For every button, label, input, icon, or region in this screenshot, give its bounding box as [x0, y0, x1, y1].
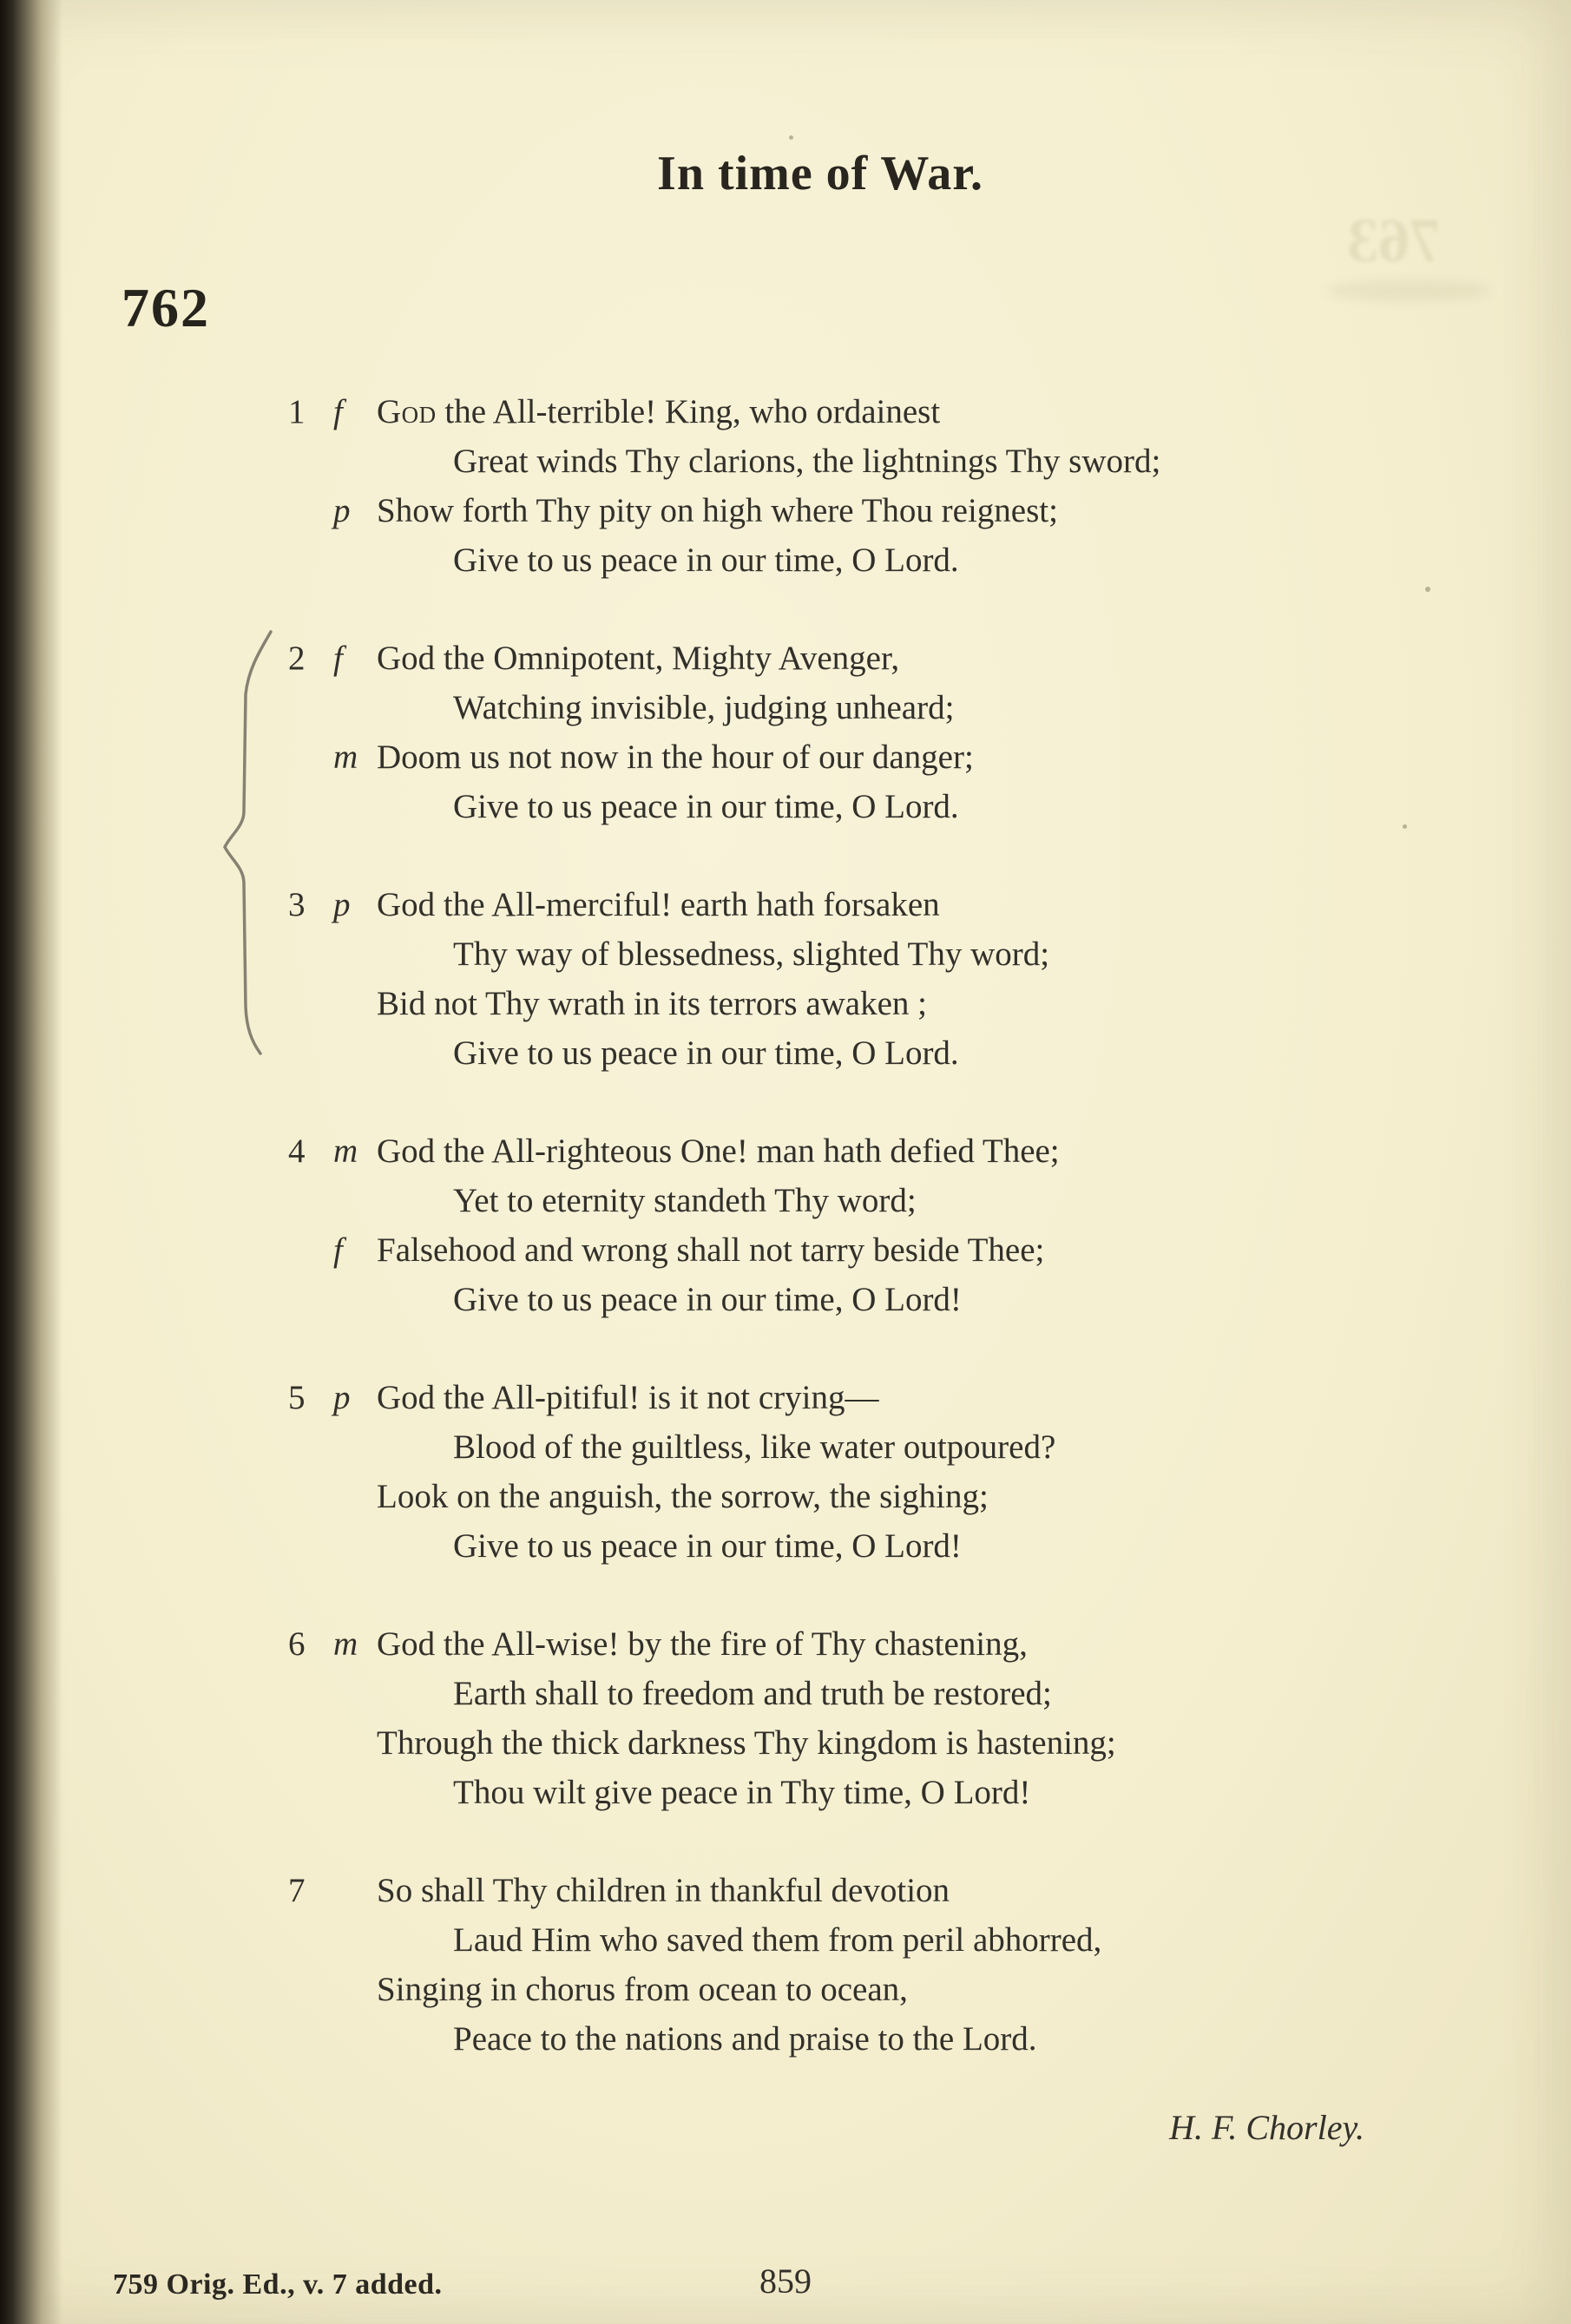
- verse-line-text: God the All-pitiful! is it not crying—: [377, 1379, 879, 1416]
- verse-line-text: Through the thick darkness Thy kingdom is hastening;: [377, 1724, 1116, 1762]
- dynamic-mark: m: [333, 1132, 358, 1170]
- dynamic-mark: [333, 1915, 377, 1965]
- verse-number: [288, 535, 333, 585]
- verse-number: [288, 732, 333, 782]
- verse-line: [288, 1176, 1467, 1225]
- verse-line: [288, 880, 1467, 929]
- verse-line: [288, 2014, 1467, 2064]
- verse-line-text: So shall Thy children in thankful devotion: [377, 1872, 950, 1909]
- verse-number: 5: [288, 1379, 306, 1416]
- verse-number: [288, 1965, 333, 2014]
- verse-line: [288, 486, 1467, 535]
- verse-number: [288, 1718, 333, 1768]
- verse-line-text: Great winds Thy clarions, the lightnings Thy sword;: [453, 443, 1161, 480]
- dynamic-mark: [333, 1866, 377, 1915]
- verse-line: [288, 1718, 1467, 1768]
- footer-note: 759 Orig. Ed., v. 7 added.: [113, 2268, 443, 2301]
- page-number: 859: [759, 2262, 812, 2301]
- verse-line-text: Blood of the guiltless, like water outpoured?: [453, 1428, 1056, 1466]
- verse: [288, 1373, 1467, 1571]
- verse-number: [288, 782, 333, 831]
- verse-line-text: Watching invisible, judging unheard;: [453, 689, 955, 726]
- verse-line-text: Give to us peace in our time, O Lord!: [453, 1527, 962, 1565]
- dynamic-mark: [333, 1275, 377, 1324]
- dynamic-mark: [333, 1472, 377, 1521]
- dynamic-mark: f: [333, 393, 343, 430]
- verse: [288, 880, 1467, 1078]
- verse-number: [288, 486, 333, 535]
- page-footer: [0, 2256, 1571, 2301]
- verse-line: [288, 1669, 1467, 1718]
- verse-line: [288, 929, 1467, 979]
- verse-line: [288, 1915, 1467, 1965]
- dynamic-mark: [333, 683, 377, 732]
- verse-line: [288, 1521, 1467, 1571]
- verse-number: 2: [288, 640, 306, 677]
- verse-line: [288, 387, 1467, 437]
- verse-line-text: Give to us peace in our time, O Lord.: [453, 1034, 959, 1072]
- verse-line-text: Show forth Thy pity on high where Thou reignest;: [377, 492, 1058, 529]
- verse-number: [288, 1422, 333, 1472]
- verse-number: [288, 1521, 333, 1571]
- verse-number: [288, 437, 333, 486]
- dynamic-mark: p: [333, 886, 351, 923]
- verse-number: 1: [288, 393, 306, 430]
- verse-number: [288, 1915, 333, 1965]
- verse-line: [288, 634, 1467, 683]
- verse-line: [288, 683, 1467, 732]
- verse-line-text: God the All-terrible! King, who ordainest: [377, 393, 941, 430]
- verse-line: [288, 1472, 1467, 1521]
- verse-line-text: God the All-wise! by the fire of Thy chastening,: [377, 1625, 1028, 1663]
- verse-list: [288, 387, 1467, 2064]
- verse-number: [288, 1028, 333, 1078]
- verse-line: [288, 535, 1467, 585]
- verse-line: [288, 1768, 1467, 1817]
- dynamic-mark: [333, 782, 377, 831]
- verse-line-text: Singing in chorus from ocean to ocean,: [377, 1971, 908, 2008]
- verse-line: [288, 1619, 1467, 1669]
- attribution: H. F. Chorley.: [1169, 2108, 1364, 2147]
- verse-line-text: Look on the anguish, the sorrow, the sighing;: [377, 1478, 989, 1515]
- dynamic-mark: [333, 1669, 377, 1718]
- smallcaps-word: God: [377, 393, 437, 430]
- verse-line-text: God the All-righteous One! man hath defied Thee;: [377, 1132, 1060, 1170]
- verse-number: 4: [288, 1132, 306, 1170]
- verse-line: [288, 1965, 1467, 2014]
- dynamic-mark: [333, 1768, 377, 1817]
- verse-line-text: Doom us not now in the hour of our danger;: [377, 739, 974, 776]
- page-title: In time of War.: [657, 147, 983, 200]
- verse-line-text: Yet to eternity standeth Thy word;: [453, 1182, 917, 1219]
- verse-number: 3: [288, 886, 306, 923]
- verse-line-text: Peace to the nations and praise to the Lord.: [453, 2020, 1037, 2058]
- verse-line-text: Give to us peace in our time, O Lord.: [453, 542, 959, 579]
- page-content: [122, 0, 1467, 2148]
- verse: [288, 387, 1467, 585]
- verse-number: [288, 929, 333, 979]
- verse-number: [288, 1472, 333, 1521]
- hymn-number: 762: [122, 277, 210, 338]
- dynamic-mark: [333, 979, 377, 1028]
- verse-line-text: Thy way of blessedness, slighted Thy word;: [453, 936, 1050, 973]
- verse: [288, 1619, 1467, 1817]
- dynamic-mark: m: [333, 739, 358, 776]
- verse-number: [288, 1225, 333, 1275]
- verse-line-text: Laud Him who saved them from peril abhorred,: [453, 1921, 1102, 1959]
- verse-line-text: Give to us peace in our time, O Lord!: [453, 1281, 962, 1318]
- dynamic-mark: [333, 1521, 377, 1571]
- verse: [288, 1866, 1467, 2064]
- verse-line-text: Give to us peace in our time, O Lord.: [453, 788, 959, 825]
- verse-line-text: God the All-merciful! earth hath forsaken: [377, 886, 940, 923]
- verse-line: [288, 1373, 1467, 1422]
- verse-line: [288, 1866, 1467, 1915]
- dynamic-mark: [333, 1718, 377, 1768]
- verse-line-text: Bid not Thy wrath in its terrors awaken ;: [377, 985, 927, 1022]
- dynamic-mark: f: [333, 640, 343, 677]
- dynamic-mark: [333, 929, 377, 979]
- verse-number: [288, 683, 333, 732]
- verse-number: [288, 2014, 333, 2064]
- verse-number: 7: [288, 1872, 306, 1909]
- dynamic-mark: p: [333, 492, 351, 529]
- verse-line: [288, 979, 1467, 1028]
- verse-number: [288, 1176, 333, 1225]
- dynamic-mark: [333, 1176, 377, 1225]
- verse-line: [288, 1028, 1467, 1078]
- dynamic-mark: [333, 1422, 377, 1472]
- verse-line: [288, 732, 1467, 782]
- verse-line-text: Falsehood and wrong shall not tarry beside Thee;: [377, 1231, 1045, 1269]
- verse-line: [288, 1275, 1467, 1324]
- bleedthrough-number: 763: [1347, 206, 1441, 275]
- verse-number: 6: [288, 1625, 306, 1663]
- verse-line: [288, 437, 1467, 486]
- verse: [288, 634, 1467, 831]
- verse-line-text: God the Omnipotent, Mighty Avenger,: [377, 640, 900, 677]
- dynamic-mark: m: [333, 1625, 358, 1663]
- dynamic-mark: [333, 437, 377, 486]
- verse-line: [288, 1422, 1467, 1472]
- verse-line: [288, 782, 1467, 831]
- dynamic-mark: f: [333, 1231, 343, 1269]
- verse-number: [288, 1275, 333, 1324]
- verse-line-text: Earth shall to freedom and truth be restored;: [453, 1675, 1052, 1712]
- verse-number: [288, 1768, 333, 1817]
- dynamic-mark: [333, 535, 377, 585]
- dynamic-mark: [333, 1028, 377, 1078]
- dynamic-mark: p: [333, 1379, 351, 1416]
- dynamic-mark: [333, 2014, 377, 2064]
- verse: [288, 1126, 1467, 1324]
- verse-line-text: Thou wilt give peace in Thy time, O Lord!: [453, 1774, 1031, 1811]
- verse-number: [288, 1669, 333, 1718]
- verse-number: [288, 979, 333, 1028]
- binding-edge: [0, 0, 62, 2324]
- verse-line: [288, 1126, 1467, 1176]
- dynamic-mark: [333, 1965, 377, 2014]
- verse-line: [288, 1225, 1467, 1275]
